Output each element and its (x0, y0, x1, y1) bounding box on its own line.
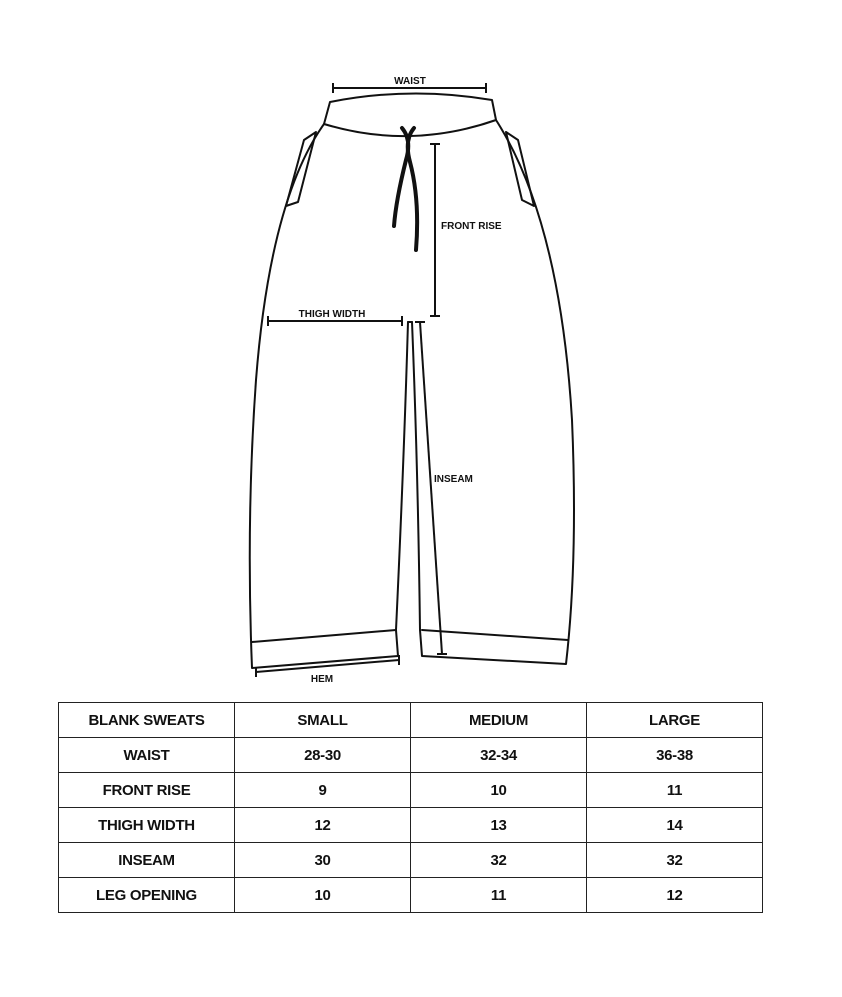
row-label: THIGH WIDTH (59, 808, 235, 843)
left-leg-outline (250, 124, 408, 668)
table-cell: 12 (587, 878, 763, 913)
table-cell: 11 (411, 878, 587, 913)
header-cell-small: SMALL (235, 703, 411, 738)
row-label: WAIST (59, 738, 235, 773)
table-cell: 30 (235, 843, 411, 878)
table-row (59, 843, 763, 878)
right-cuff-line (422, 630, 568, 640)
thigh-width-label: THIGH WIDTH (298, 309, 366, 320)
waistband-outline (324, 93, 496, 136)
table-row (59, 878, 763, 913)
table-cell: 28-30 (235, 738, 411, 773)
row-label: INSEAM (59, 843, 235, 878)
header-cell-large: LARGE (587, 703, 763, 738)
front-rise-label: FRONT RISE (441, 221, 502, 232)
table-cell: 11 (587, 773, 763, 808)
inseam-dimension-line (420, 322, 442, 654)
row-label: LEG OPENING (59, 878, 235, 913)
hem-label: HEM (310, 674, 334, 685)
table-cell: 13 (411, 808, 587, 843)
table-row (59, 773, 763, 808)
table-header-row (59, 703, 763, 738)
table-cell: 10 (411, 773, 587, 808)
drawstring (394, 128, 417, 250)
row-label: FRONT RISE (59, 773, 235, 808)
table-cell: 32 (411, 843, 587, 878)
table-cell: 32-34 (411, 738, 587, 773)
table-row (59, 808, 763, 843)
table-cell: 14 (587, 808, 763, 843)
size-chart-table (58, 702, 763, 913)
table-cell: 12 (235, 808, 411, 843)
table-cell: 10 (235, 878, 411, 913)
table-cell: 32 (587, 843, 763, 878)
waist-label: WAIST (394, 76, 426, 87)
table-cell: 36-38 (587, 738, 763, 773)
header-cell-product: BLANK SWEATS (59, 703, 235, 738)
table-row (59, 738, 763, 773)
inseam-label: INSEAM (434, 474, 473, 485)
header-cell-medium: MEDIUM (411, 703, 587, 738)
left-cuff-line (252, 630, 396, 642)
table-cell: 9 (235, 773, 411, 808)
